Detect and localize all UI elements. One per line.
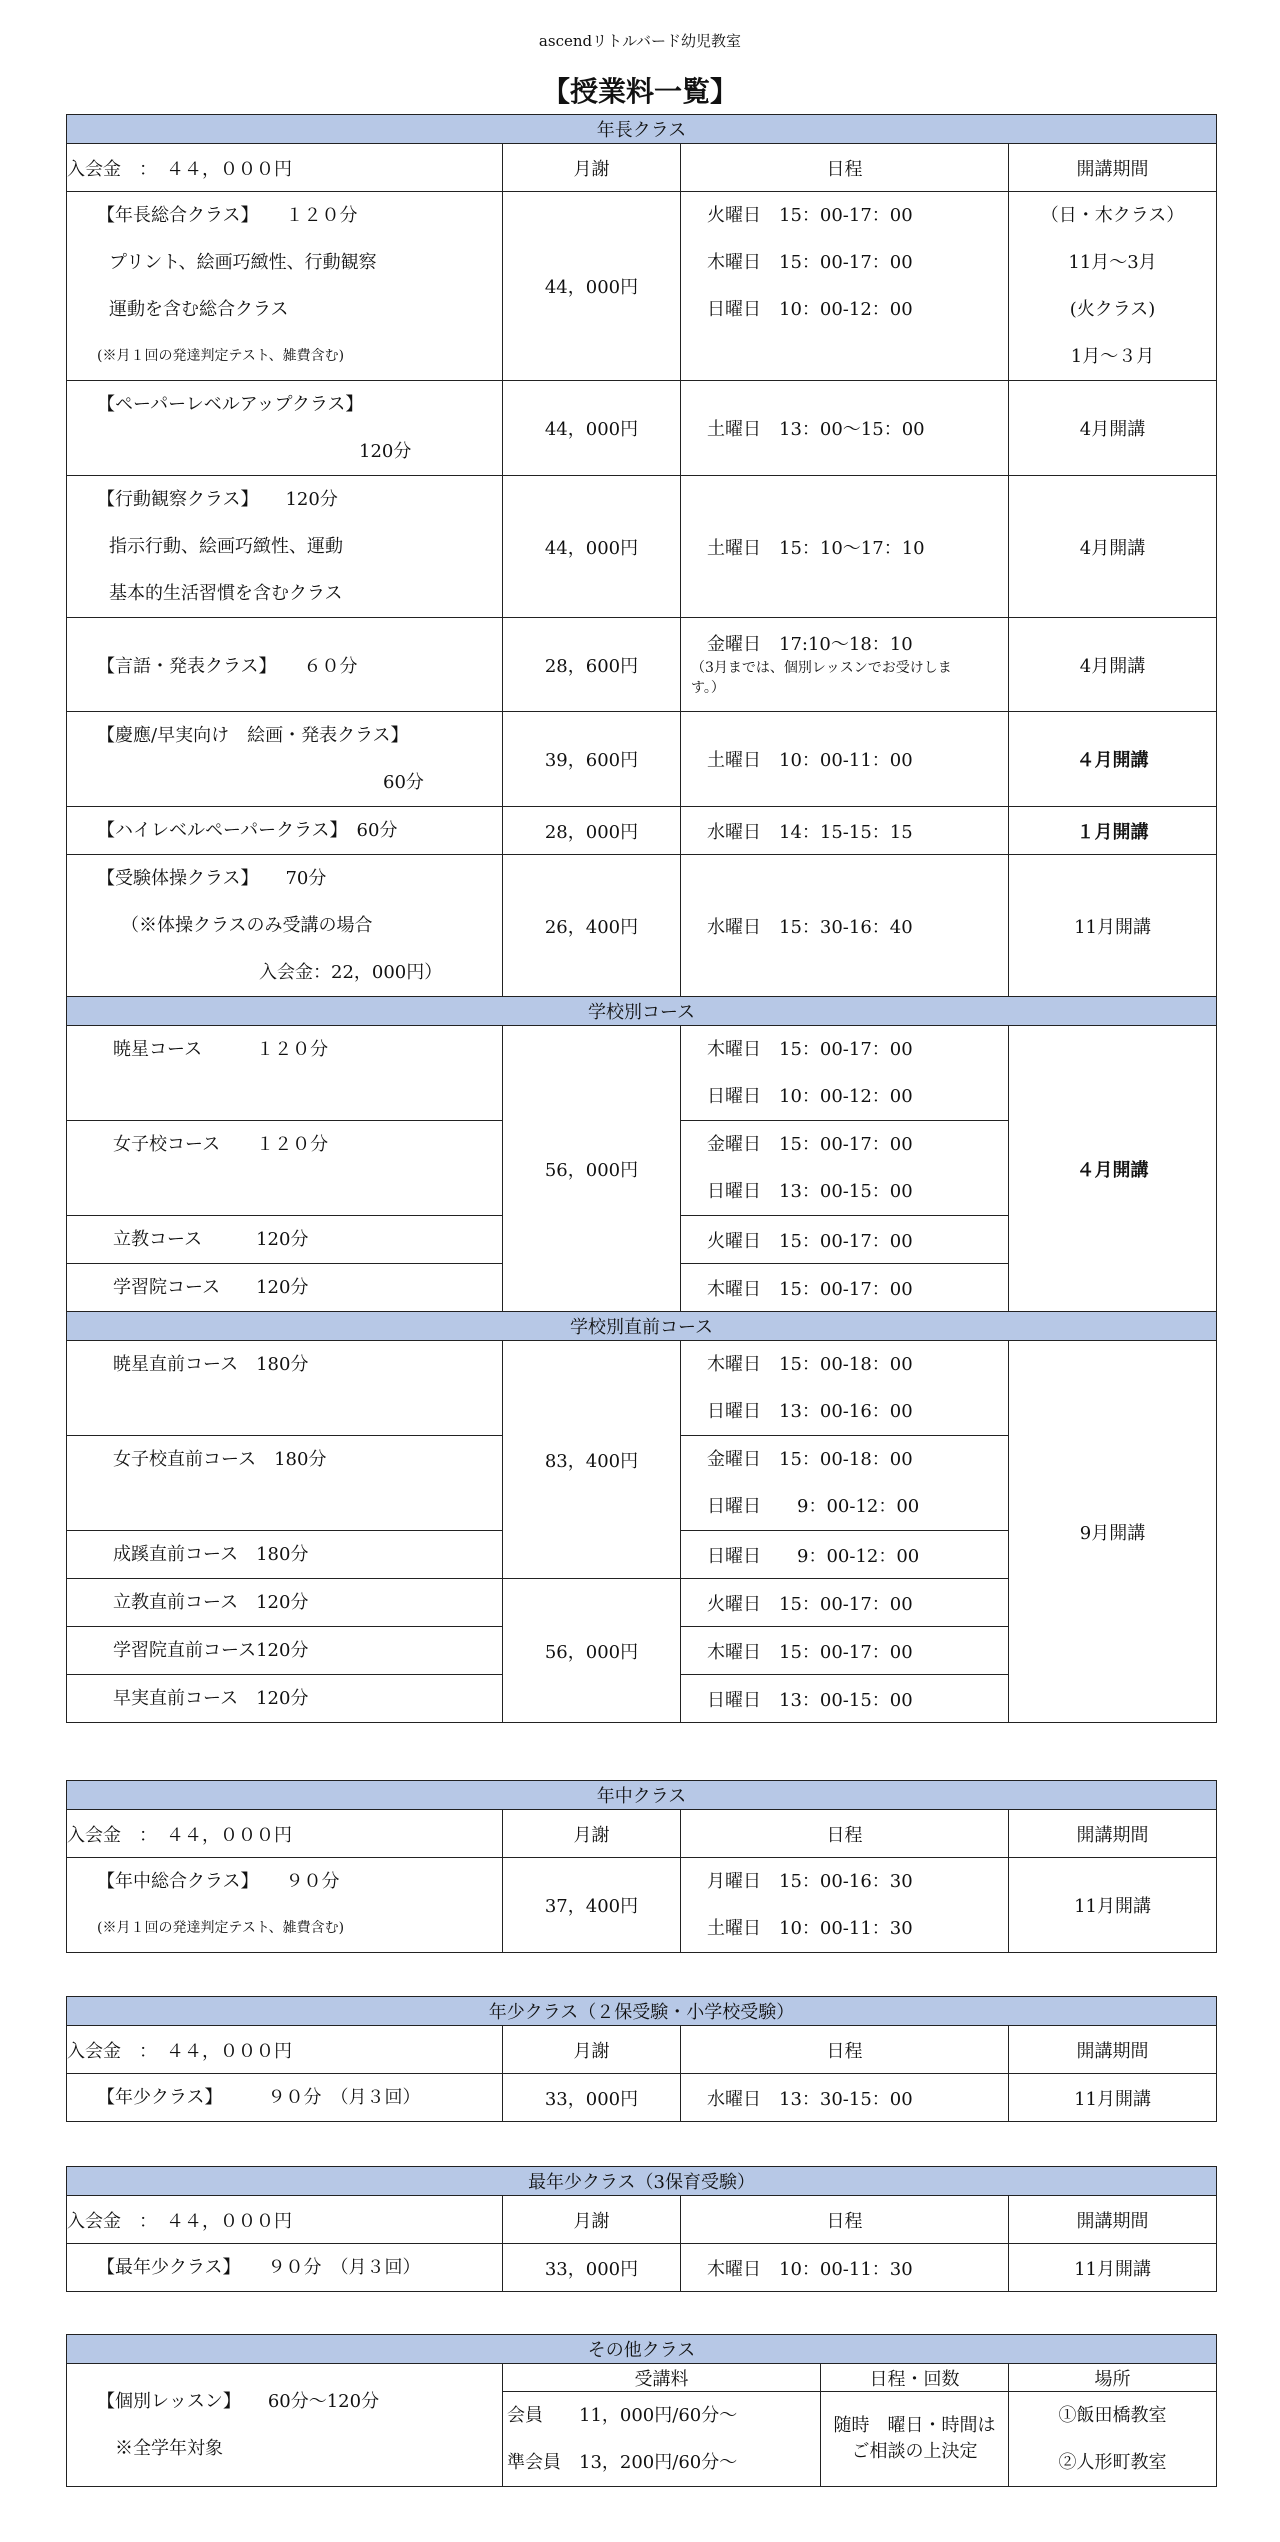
period: ４月開講 <box>1009 1026 1217 1312</box>
period: 4月開講 <box>1009 381 1217 476</box>
schedule: 日曜日 10：00-12：00 <box>707 299 913 320</box>
schedule: 土曜日 15：10～17：10 <box>681 476 1009 618</box>
sainensho-table <box>66 2166 1217 2292</box>
entrance-fee: 入会金 ： ４４，０００円 <box>67 2196 503 2244</box>
schedule: 水曜日 15：30-16：40 <box>681 855 1009 997</box>
col-schedule: 日程 <box>681 2026 1009 2074</box>
class-name: 【ペーパーレベルアップクラス】 <box>97 394 364 415</box>
class-desc: （※体操クラスのみ受講の場合 <box>121 915 373 936</box>
class-note: (※月１回の発達判定テスト、雑費含む) <box>97 1920 345 1936</box>
course-name: 早実直前コース 120分 <box>113 1688 309 1709</box>
section-chokuzen: 学校別直前コース <box>67 1312 1217 1341</box>
fee: 26，400円 <box>503 855 681 997</box>
schedule: 土曜日 13：00～15：00 <box>681 381 1009 476</box>
class-name: 【言語・発表クラス】 ６０分 <box>67 618 503 712</box>
period: （日・木クラス） <box>1040 205 1185 226</box>
col-schedule: 日程 <box>681 1810 1009 1858</box>
table-row <box>67 2074 1217 2122</box>
course-name: 学習院コース 120分 <box>113 1277 309 1298</box>
schedule: 火曜日 15：00-17：00 <box>681 1216 1009 1264</box>
schedule: 日曜日 9：00-12：00 <box>707 1496 920 1517</box>
course-name: 女子校コース １２０分 <box>113 1134 329 1155</box>
table-row <box>67 807 1217 855</box>
course-name: 立教コース 120分 <box>113 1229 309 1250</box>
class-duration: 120分 <box>359 441 412 462</box>
schedule: 日曜日 10：00-12：00 <box>707 1086 913 1107</box>
table-row <box>67 2244 1217 2292</box>
class-name: 【個別レッスン】 60分～120分 <box>97 2391 380 2412</box>
period: 4月開講 <box>1009 618 1217 712</box>
table-row <box>67 618 1217 712</box>
fee: 39，600円 <box>503 712 681 807</box>
section-nencho: 年長クラス <box>67 115 1217 144</box>
col-period: 開講期間 <box>1009 2196 1217 2244</box>
schedule: 随時 曜日・時間は <box>833 2415 996 2436</box>
schedule: 月曜日 15：00-16：30 <box>707 1871 913 1892</box>
class-desc: 指示行動、絵画巧緻性、運動 <box>109 536 343 557</box>
class-desc: プリント、絵画巧緻性、行動観察 <box>109 252 377 273</box>
table-row <box>67 1341 1217 1436</box>
period: 11月～3月 <box>1068 252 1157 273</box>
fee: 28，600円 <box>503 618 681 712</box>
fee: 44，000円 <box>503 192 681 381</box>
place: ①飯田橋教室 <box>1058 2405 1167 2426</box>
course-name: 暁星直前コース 180分 <box>113 1354 309 1375</box>
col-fee: 受講料 <box>503 2364 821 2392</box>
entrance-fee: 入会金 ： ４４，０００円 <box>67 2026 503 2074</box>
col-place: 場所 <box>1009 2364 1217 2392</box>
col-schedule: 日程 <box>681 144 1009 192</box>
section-other: その他クラス <box>67 2335 1217 2364</box>
period: (火クラス) <box>1069 299 1156 320</box>
nenchu-table <box>66 1780 1217 1953</box>
fee-associate: 準会員 13，200円/60分～ <box>507 2452 738 2473</box>
fee: 33，000円 <box>503 2244 681 2292</box>
schedule: 金曜日 15：00-18：00 <box>707 1449 913 1470</box>
fee: 83，400円 <box>503 1341 681 1579</box>
class-name: 【受験体操クラス】 70分 <box>97 868 327 889</box>
period: ４月開講 <box>1009 712 1217 807</box>
schedule: 木曜日 15：00-18：00 <box>707 1354 913 1375</box>
section-nenchu: 年中クラス <box>67 1781 1217 1810</box>
schedule: 火曜日 15：00-17：00 <box>681 1579 1009 1627</box>
col-schedule: 日程 <box>681 2196 1009 2244</box>
period: 11月開講 <box>1009 2244 1217 2292</box>
period: 9月開講 <box>1009 1341 1217 1723</box>
entrance-fee: 入会金 ： ４４，０００円 <box>67 144 503 192</box>
schedule: 木曜日 15：00-17：00 <box>681 1627 1009 1675</box>
schedule: 日曜日 13：00-15：00 <box>681 1675 1009 1723</box>
section-gakko: 学校別コース <box>67 997 1217 1026</box>
fee-member: 会員 11，000円/60分～ <box>507 2405 738 2426</box>
page-title: 【授業料一覧】 <box>541 75 738 108</box>
table-row <box>67 1026 1217 1121</box>
class-name: 【年少クラス】 ９０分 （月３回） <box>97 2087 421 2108</box>
course-name: 学習院直前コース120分 <box>113 1640 309 1661</box>
schedule: 土曜日 10：00-11：30 <box>707 1918 913 1939</box>
course-name: 女子校直前コース 180分 <box>113 1449 327 1470</box>
fee: 37，400円 <box>503 1858 681 1953</box>
period: 4月開講 <box>1009 476 1217 618</box>
fee: 44，000円 <box>503 476 681 618</box>
schedule: ご相談の上決定 <box>851 2441 978 2462</box>
class-name: 【慶應/早実向け 絵画・発表クラス】 <box>97 725 409 746</box>
period: １月開講 <box>1009 807 1217 855</box>
period: 1月～３月 <box>1070 346 1155 367</box>
fee: 28，000円 <box>503 807 681 855</box>
table-row <box>67 712 1217 807</box>
nencho-table <box>66 114 1217 1723</box>
class-name: 【年長総合クラス】 １２０分 <box>97 205 358 226</box>
fee: 44，000円 <box>503 381 681 476</box>
fee: 33，000円 <box>503 2074 681 2122</box>
col-period: 開講期間 <box>1009 2026 1217 2074</box>
table-row <box>67 1858 1217 1953</box>
period: 11月開講 <box>1009 1858 1217 1953</box>
course-name: 立教直前コース 120分 <box>113 1592 309 1613</box>
table-row <box>67 192 1217 381</box>
class-name: 【最年少クラス】 ９０分 （月３回） <box>97 2257 421 2278</box>
class-name: 【年中総合クラス】 ９０分 <box>97 1871 340 1892</box>
period: 11月開講 <box>1009 2074 1217 2122</box>
fee: 56，000円 <box>503 1026 681 1312</box>
schedule: 金曜日 17:10～18：10 <box>707 633 913 655</box>
section-sainensho: 最年少クラス（3保育受験） <box>67 2167 1217 2196</box>
school-name: ascendリトルバード幼児教室 <box>538 32 742 50</box>
class-name: 【行動観察クラス】 120分 <box>97 489 338 510</box>
col-period: 開講期間 <box>1009 144 1217 192</box>
class-desc: 運動を含む総合クラス <box>109 299 289 320</box>
col-fee: 月謝 <box>503 144 681 192</box>
schedule: 日曜日 9：00-12：00 <box>681 1531 1009 1579</box>
class-name: 【ハイレベルペーパークラス】 60分 <box>97 820 398 841</box>
schedule: 木曜日 10：00-11：30 <box>681 2244 1009 2292</box>
schedule: 日曜日 13：00-15：00 <box>707 1181 913 1202</box>
class-desc: 入会金：22，000円） <box>259 962 443 983</box>
schedule: 木曜日 15：00-17：00 <box>681 1264 1009 1312</box>
schedule: 金曜日 15：00-17：00 <box>707 1134 913 1155</box>
col-schedule: 日程・回数 <box>821 2364 1009 2392</box>
course-name: 暁星コース １２０分 <box>113 1039 329 1060</box>
col-fee: 月謝 <box>503 2026 681 2074</box>
schedule: 木曜日 15：00-17：00 <box>707 1039 913 1060</box>
period: 11月開講 <box>1009 855 1217 997</box>
fee: 56，000円 <box>503 1579 681 1723</box>
entrance-fee: 入会金 ： ４４，０００円 <box>67 1810 503 1858</box>
other-table <box>66 2334 1217 2487</box>
class-note: ※全学年対象 <box>115 2438 223 2459</box>
table-row <box>67 855 1217 997</box>
place: ②人形町教室 <box>1058 2452 1167 2473</box>
section-nensho: 年少クラス（２保受験・小学校受験） <box>67 1997 1217 2026</box>
col-period: 開講期間 <box>1009 1810 1217 1858</box>
schedule: 日曜日 13：00-16：00 <box>707 1401 913 1422</box>
schedule: 火曜日 15：00-17：00 <box>707 205 913 226</box>
col-fee: 月謝 <box>503 1810 681 1858</box>
col-fee: 月謝 <box>503 2196 681 2244</box>
class-note: (※月１回の発達判定テスト、雑費含む) <box>97 348 345 364</box>
schedule: 土曜日 10：00-11：00 <box>681 712 1009 807</box>
class-duration: 60分 <box>383 772 424 793</box>
schedule: 木曜日 15：00-17：00 <box>707 252 913 273</box>
schedule: 水曜日 13：30-15：00 <box>681 2074 1009 2122</box>
schedule: 水曜日 14：15-15：15 <box>681 807 1009 855</box>
table-row <box>67 381 1217 476</box>
class-desc: 基本的生活習慣を含むクラス <box>109 583 343 604</box>
table-row <box>67 476 1217 618</box>
nensho-table <box>66 1996 1217 2122</box>
schedule-note: （3月までは、個別レッスンでお受けします。） <box>691 659 952 696</box>
course-name: 成蹊直前コース 180分 <box>113 1544 309 1565</box>
